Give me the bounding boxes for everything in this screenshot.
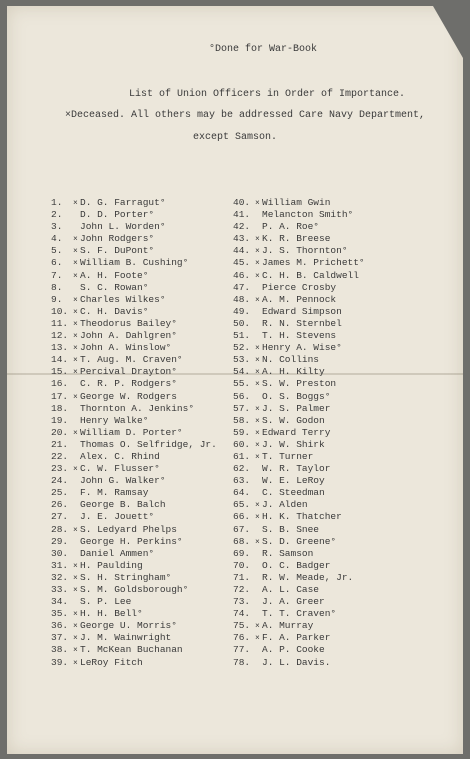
officer-entry (51, 209, 217, 221)
officer-name: S. P. Lee (80, 596, 132, 608)
officer-entry (51, 318, 217, 330)
deceased-mark: × (255, 199, 260, 208)
officer-entry (233, 632, 365, 644)
officer-entry (233, 536, 365, 548)
officer-entry (233, 644, 365, 656)
officer-number: 70. (233, 559, 251, 571)
officer-name: S. D. Greene° (262, 535, 337, 547)
officer-number: 41. (233, 209, 251, 221)
officer-entry (51, 245, 217, 257)
officer-entry (233, 391, 365, 403)
officer-entry (233, 511, 365, 523)
officer-number: 33. (51, 584, 69, 595)
officer-name: A. M. Pennock (262, 293, 337, 305)
officer-name: John A. Winslow° (80, 342, 172, 354)
officer-number: 45. (233, 257, 251, 269)
officer-name: Edward Simpson (262, 305, 342, 317)
deceased-mark: × (73, 295, 78, 305)
officer-entry (233, 620, 365, 632)
officer-name: Edward Terry (262, 426, 331, 438)
officer-name: J. S. Thornton° (262, 245, 348, 257)
officer-entry (233, 487, 365, 499)
deceased-mark: × (73, 465, 78, 475)
officer-number: 49. (233, 305, 251, 317)
war-book-note: °Done for War-Book (208, 44, 318, 55)
officer-name: T. H. Stevens (262, 330, 337, 342)
deceased-mark: × (255, 344, 260, 354)
deceased-mark: × (73, 319, 78, 329)
officer-name: S. W. Preston (262, 378, 337, 390)
officer-name: LeRoy Fitch (80, 656, 143, 668)
deceased-mark: × (255, 428, 260, 438)
officer-entry (233, 596, 365, 608)
officer-name: C. H. B. Caldwell (262, 269, 359, 281)
deceased-mark: × (255, 368, 260, 378)
officer-name: T. McKean Buchanan (80, 644, 183, 656)
officer-number: 51. (233, 330, 251, 342)
officer-entry (51, 439, 217, 451)
deceased-mark: × (255, 247, 260, 257)
officer-entry (51, 257, 217, 269)
officer-entry (51, 233, 217, 245)
deceased-mark: × (255, 634, 260, 644)
officer-number: 23. (51, 463, 69, 475)
officer-entry (51, 378, 217, 390)
officer-name: T. Turner (262, 450, 314, 462)
officer-name: W. R. Taylor (262, 463, 331, 475)
officer-entry (233, 354, 365, 366)
deceased-mark: × (73, 646, 78, 656)
officer-name: J. E. Jouett° (80, 511, 155, 523)
deceased-mark: × (73, 658, 78, 668)
document-page (7, 6, 463, 754)
officer-name: Thornton A. Jenkins° (80, 402, 195, 414)
officer-entry (233, 294, 365, 306)
officer-entry (51, 197, 217, 209)
officer-entry (233, 463, 365, 475)
exception-note: except Samson. (192, 132, 277, 143)
officer-entry (233, 427, 365, 439)
officer-entry (233, 499, 365, 511)
deceased-mark: × (255, 380, 260, 390)
officer-number: 11. (51, 317, 69, 329)
officer-name: S. F. DuPont° (80, 245, 155, 257)
officer-entry (51, 511, 217, 523)
officer-number: 67. (233, 523, 251, 535)
officer-number: 37. (51, 632, 69, 644)
officer-number: 40. (233, 197, 251, 208)
officer-entry (51, 415, 217, 427)
officer-entry (233, 608, 365, 620)
officer-number: 71. (233, 571, 251, 583)
officer-name: R. Samson (262, 547, 314, 559)
officer-name: George W. Rodgers (80, 390, 177, 402)
officer-number: 53. (233, 354, 251, 366)
deceased-mark: × (73, 235, 78, 245)
officer-name: John G. Walker° (80, 475, 166, 487)
officer-entry (51, 282, 217, 294)
officer-entry (233, 572, 365, 584)
officer-name: Theodorus Bailey° (80, 317, 177, 329)
officer-entry (51, 536, 217, 548)
officer-number: 46. (233, 269, 251, 281)
officer-name: J. L. Davis. (262, 656, 331, 668)
officer-name: S. H. Stringham° (80, 571, 172, 583)
officer-name: T. Aug. M. Craven° (80, 354, 183, 366)
officer-name: A. H. Kilty (262, 366, 325, 378)
officer-name: F. A. Parker (262, 632, 331, 644)
officer-name: W. E. LeRoy (262, 475, 325, 487)
officer-entry (51, 475, 217, 487)
officer-entry (51, 306, 217, 318)
officer-number: 76. (233, 632, 251, 644)
officer-entry (51, 632, 217, 644)
officer-number: 9. (51, 293, 63, 305)
officer-name: N. Collins (262, 354, 320, 366)
officer-name: C. R. P. Rodgers° (80, 378, 177, 390)
deceased-mark: × (73, 573, 78, 583)
officer-list-left (51, 197, 217, 669)
officer-entry (51, 463, 217, 475)
deceased-mark: × (255, 416, 260, 426)
officer-name: S. W. Godon (262, 414, 325, 426)
deceased-mark: × (255, 356, 260, 366)
deceased-mark: × (73, 307, 78, 317)
deceased-mark: × (255, 404, 260, 414)
officer-number: 57. (233, 402, 251, 414)
officer-entry (233, 197, 365, 209)
officer-name: J. A. Greer (262, 596, 325, 608)
officer-name: A. L. Case (262, 584, 320, 595)
officer-entry (233, 548, 365, 560)
deceased-mark: × (73, 525, 78, 535)
officer-name: O. S. Boggs° (262, 390, 331, 402)
deceased-mark: × (73, 199, 78, 208)
officer-number: 28. (51, 523, 69, 535)
officer-number: 43. (233, 233, 251, 245)
officer-number: 52. (233, 342, 251, 354)
officer-number: 2. (51, 209, 63, 221)
officer-name: Melancton Smith° (262, 209, 354, 221)
officer-number: 5. (51, 245, 63, 257)
officer-name: J. S. Palmer (262, 402, 331, 414)
officer-entry (233, 584, 365, 596)
deceased-mark: × (73, 561, 78, 571)
officer-entry (233, 330, 365, 342)
deceased-mark: × (73, 622, 78, 632)
officer-number: 6. (51, 257, 63, 269)
officer-number: 63. (233, 475, 251, 487)
deceased-mark: × (255, 622, 260, 632)
officer-entry (233, 282, 365, 294)
officer-entry (233, 451, 365, 463)
officer-name: Charles Wilkes° (80, 293, 166, 305)
officer-entry (233, 245, 365, 257)
officer-name: Thomas O. Selfridge, Jr. (80, 438, 217, 450)
officer-number: 30. (51, 547, 69, 559)
deceased-mark: × (73, 356, 78, 366)
officer-number: 24. (51, 475, 69, 487)
deceased-mark: × (255, 452, 260, 462)
officer-name: S. B. Snee (262, 523, 320, 535)
officer-name: H. Paulding (80, 559, 143, 571)
officer-name: Pierce Crosby (262, 281, 337, 293)
officer-entry (233, 439, 365, 451)
officer-entry (233, 524, 365, 536)
officer-number: 68. (233, 535, 251, 547)
officer-entry (233, 560, 365, 572)
deceased-mark: × (73, 634, 78, 644)
officer-entry (233, 366, 365, 378)
officer-number: 35. (51, 608, 69, 620)
officer-number: 74. (233, 608, 251, 620)
officer-number: 3. (51, 221, 63, 233)
document-title: List of Union Officers in Order of Importance. (128, 89, 406, 100)
officer-entry (51, 548, 217, 560)
officer-entry (51, 451, 217, 463)
officer-name: J. Alden (262, 499, 308, 511)
officer-entry (233, 475, 365, 487)
deceased-mark: × (73, 332, 78, 342)
officer-name: S. Ledyard Phelps (80, 523, 177, 535)
officer-entry (233, 378, 365, 390)
officer-number: 1. (51, 197, 63, 208)
officer-name: C. H. Davis° (80, 305, 149, 317)
officer-number: 42. (233, 221, 251, 233)
officer-entry (51, 330, 217, 342)
officer-entry (51, 560, 217, 572)
officer-number: 15. (51, 366, 69, 378)
officer-name: F. M. Ramsay (80, 487, 149, 499)
officer-number: 59. (233, 426, 251, 438)
officer-name: James M. Prichett° (262, 257, 365, 269)
officer-entry (51, 427, 217, 439)
officer-number: 39. (51, 656, 69, 668)
officer-number: 58. (233, 414, 251, 426)
officer-number: 78. (233, 656, 251, 668)
officer-number: 54. (233, 366, 251, 378)
deceased-mark: × (73, 586, 78, 595)
officer-name: William Gwin (262, 197, 331, 208)
deceased-mark: × (255, 501, 260, 511)
officer-name: John A. Dahlgren° (80, 330, 177, 342)
deceased-mark: × (73, 344, 78, 354)
officer-name: A. P. Cooke (262, 644, 325, 656)
officer-name: T. T. Craven° (262, 608, 337, 620)
officer-name: A. H. Foote° (80, 269, 149, 281)
officer-name: Henry Walke° (80, 414, 149, 426)
officer-entry (51, 487, 217, 499)
officer-number: 21. (51, 438, 69, 450)
deceased-mark: × (255, 513, 260, 523)
officer-name: George U. Morris° (80, 620, 177, 632)
officer-entry (51, 354, 217, 366)
officer-name: O. C. Badger (262, 559, 331, 571)
officer-number: 62. (233, 463, 251, 475)
deceased-mark: × (255, 271, 260, 281)
officer-name: D. D. Porter° (80, 209, 155, 221)
deceased-note: ×Deceased. All others may be addressed Care Navy Department, (64, 110, 426, 121)
officer-number: 36. (51, 620, 69, 632)
deceased-mark: × (255, 235, 260, 245)
officer-number: 14. (51, 354, 69, 366)
deceased-mark: × (73, 271, 78, 281)
officer-name: J. W. Shirk (262, 438, 325, 450)
officer-name: Percival Drayton° (80, 366, 177, 378)
officer-entry (233, 221, 365, 233)
officer-name: H. H. Bell° (80, 608, 143, 620)
officer-entry (51, 342, 217, 354)
officer-number: 13. (51, 342, 69, 354)
officer-number: 26. (51, 499, 69, 511)
officer-name: George H. Perkins° (80, 535, 183, 547)
officer-number: 19. (51, 414, 69, 426)
deceased-mark: × (255, 537, 260, 547)
officer-number: 73. (233, 596, 251, 608)
officer-entry (51, 499, 217, 511)
officer-entry (233, 306, 365, 318)
officer-list-right (233, 197, 365, 669)
officer-number: 10. (51, 305, 69, 317)
officer-name: Daniel Ammen° (80, 547, 155, 559)
officer-entry (233, 233, 365, 245)
officer-name: William B. Cushing° (80, 257, 189, 269)
officer-number: 18. (51, 402, 69, 414)
officer-entry (51, 584, 217, 596)
officer-number: 34. (51, 596, 69, 608)
officer-entry (51, 524, 217, 536)
officer-number: 31. (51, 559, 69, 571)
officer-number: 44. (233, 245, 251, 257)
officer-entry (51, 620, 217, 632)
officer-number: 75. (233, 620, 251, 632)
officer-number: 20. (51, 426, 69, 438)
officer-entry (233, 318, 365, 330)
officer-name: S. M. Goldsborough° (80, 584, 189, 595)
officer-name: John Rodgers° (80, 233, 155, 245)
officer-name: C. W. Flusser° (80, 463, 160, 475)
officer-entry (51, 391, 217, 403)
officer-entry (51, 657, 217, 669)
officer-number: 72. (233, 584, 251, 595)
officer-entry (233, 270, 365, 282)
officer-name: Alex. C. Rhind (80, 450, 160, 462)
officer-number: 22. (51, 450, 69, 462)
officer-name: J. M. Wainwright (80, 632, 172, 644)
officer-entry (233, 257, 365, 269)
officer-entry (51, 572, 217, 584)
officer-name: R. N. Sternbel (262, 317, 342, 329)
officer-number: 55. (233, 378, 251, 390)
officer-number: 8. (51, 281, 63, 293)
deceased-mark: × (255, 295, 260, 305)
deceased-mark: × (73, 259, 78, 269)
officer-name: S. C. Rowan° (80, 281, 149, 293)
officer-entry (233, 415, 365, 427)
officer-name: A. Murray (262, 620, 314, 632)
deceased-mark: × (255, 259, 260, 269)
officer-entry (51, 366, 217, 378)
officer-entry (51, 294, 217, 306)
officer-entry (51, 644, 217, 656)
officer-number: 7. (51, 269, 63, 281)
officer-name: William D. Porter° (80, 426, 183, 438)
officer-entry (51, 596, 217, 608)
officer-number: 66. (233, 511, 251, 523)
deceased-mark: × (73, 610, 78, 620)
officer-name: C. Steedman (262, 487, 325, 499)
officer-number: 64. (233, 487, 251, 499)
officer-entry (51, 608, 217, 620)
officer-name: P. A. Roe° (262, 221, 320, 233)
officer-name: R. W. Meade, Jr. (262, 571, 354, 583)
officer-number: 69. (233, 547, 251, 559)
officer-number: 47. (233, 281, 251, 293)
officer-number: 27. (51, 511, 69, 523)
officer-number: 48. (233, 293, 251, 305)
officer-entry (233, 342, 365, 354)
officer-entry (51, 221, 217, 233)
officer-entry (233, 403, 365, 415)
officer-number: 61. (233, 450, 251, 462)
officer-entry (51, 403, 217, 415)
officer-number: 16. (51, 378, 69, 390)
officer-entry (233, 209, 365, 221)
officer-number: 4. (51, 233, 63, 245)
officer-name: D. G. Farragut° (80, 197, 166, 208)
officer-number: 50. (233, 317, 251, 329)
officer-number: 38. (51, 644, 69, 656)
deceased-mark: × (73, 392, 78, 402)
deceased-mark: × (73, 428, 78, 438)
officer-number: 29. (51, 535, 69, 547)
officer-number: 77. (233, 644, 251, 656)
officer-name: K. R. Breese (262, 233, 331, 245)
officer-number: 65. (233, 499, 251, 511)
officer-name: Henry A. Wise° (262, 342, 342, 354)
officer-name: H. K. Thatcher (262, 511, 342, 523)
deceased-mark: × (73, 368, 78, 378)
officer-number: 17. (51, 390, 69, 402)
officer-number: 25. (51, 487, 69, 499)
deceased-mark: × (255, 440, 260, 450)
officer-name: John L. Worden° (80, 221, 166, 233)
officer-entry (233, 657, 365, 669)
officer-number: 60. (233, 438, 251, 450)
deceased-mark: × (73, 247, 78, 257)
officer-number: 56. (233, 390, 251, 402)
officer-number: 12. (51, 330, 69, 342)
officer-entry (51, 270, 217, 282)
officer-name: George B. Balch (80, 499, 166, 511)
officer-number: 32. (51, 571, 69, 583)
